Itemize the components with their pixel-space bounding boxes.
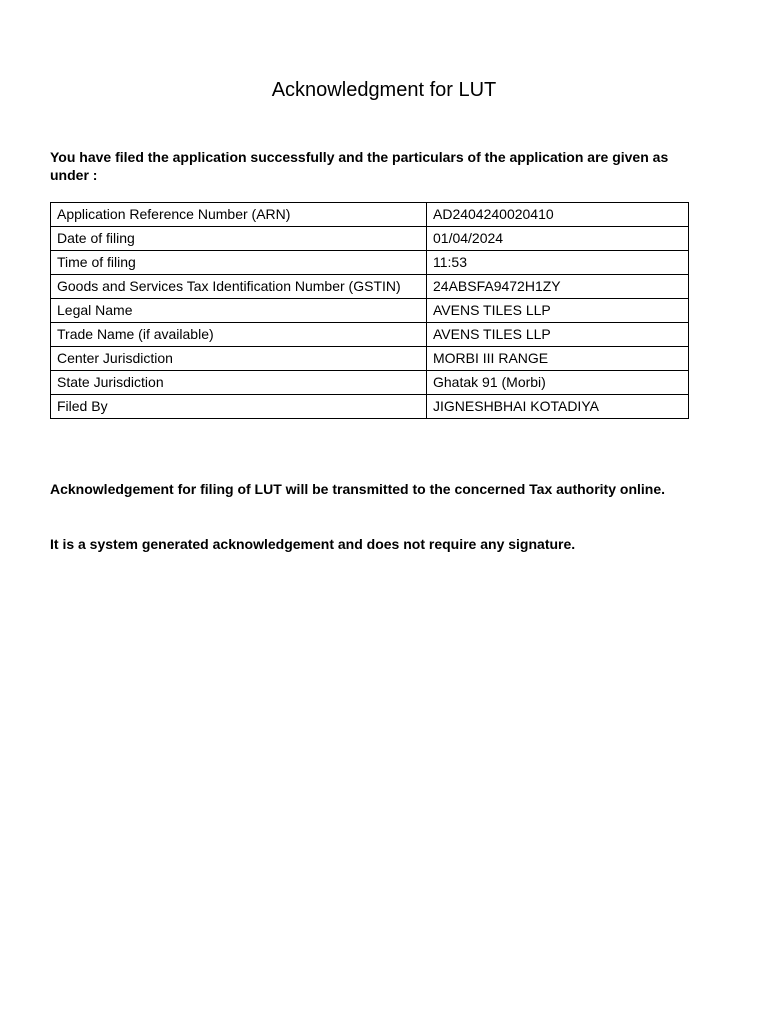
row-label: State Jurisdiction xyxy=(51,371,427,395)
table-row xyxy=(51,395,689,419)
transmission-note: Acknowledgement for filing of LUT will be transmitted to the concerned Tax authority online. xyxy=(50,481,666,497)
row-label: Application Reference Number (ARN) xyxy=(51,203,427,227)
table-row xyxy=(51,347,689,371)
row-value: AVENS TILES LLP xyxy=(427,299,689,323)
row-label: Legal Name xyxy=(51,299,427,323)
row-label: Trade Name (if available) xyxy=(51,323,427,347)
table-row xyxy=(51,203,689,227)
row-value: 01/04/2024 xyxy=(427,227,689,251)
table-row xyxy=(51,299,689,323)
row-label: Center Jurisdiction xyxy=(51,347,427,371)
row-value: AVENS TILES LLP xyxy=(427,323,689,347)
row-label: Time of filing xyxy=(51,251,427,275)
row-value: AD2404240020410 xyxy=(427,203,689,227)
row-value: Ghatak 91 (Morbi) xyxy=(427,371,689,395)
table-row xyxy=(51,275,689,299)
row-label: Date of filing xyxy=(51,227,427,251)
table-row xyxy=(51,323,689,347)
particulars-table xyxy=(50,202,689,419)
table-row xyxy=(51,251,689,275)
row-value: 11:53 xyxy=(427,251,689,275)
signature-note: It is a system generated acknowledgement and does not require any signature. xyxy=(50,536,576,552)
row-label: Filed By xyxy=(51,395,427,419)
table-row xyxy=(51,227,689,251)
page-title: Acknowledgment for LUT xyxy=(271,79,497,101)
row-value: JIGNESHBHAI KOTADIYA xyxy=(427,395,689,419)
intro-text: You have filed the application successfully and the particulars of the application are given as under : xyxy=(50,149,669,183)
row-value: MORBI III RANGE xyxy=(427,347,689,371)
row-value: 24ABSFA9472H1ZY xyxy=(427,275,689,299)
table-row xyxy=(51,371,689,395)
row-label: Goods and Services Tax Identification Number (GSTIN) xyxy=(51,275,427,299)
